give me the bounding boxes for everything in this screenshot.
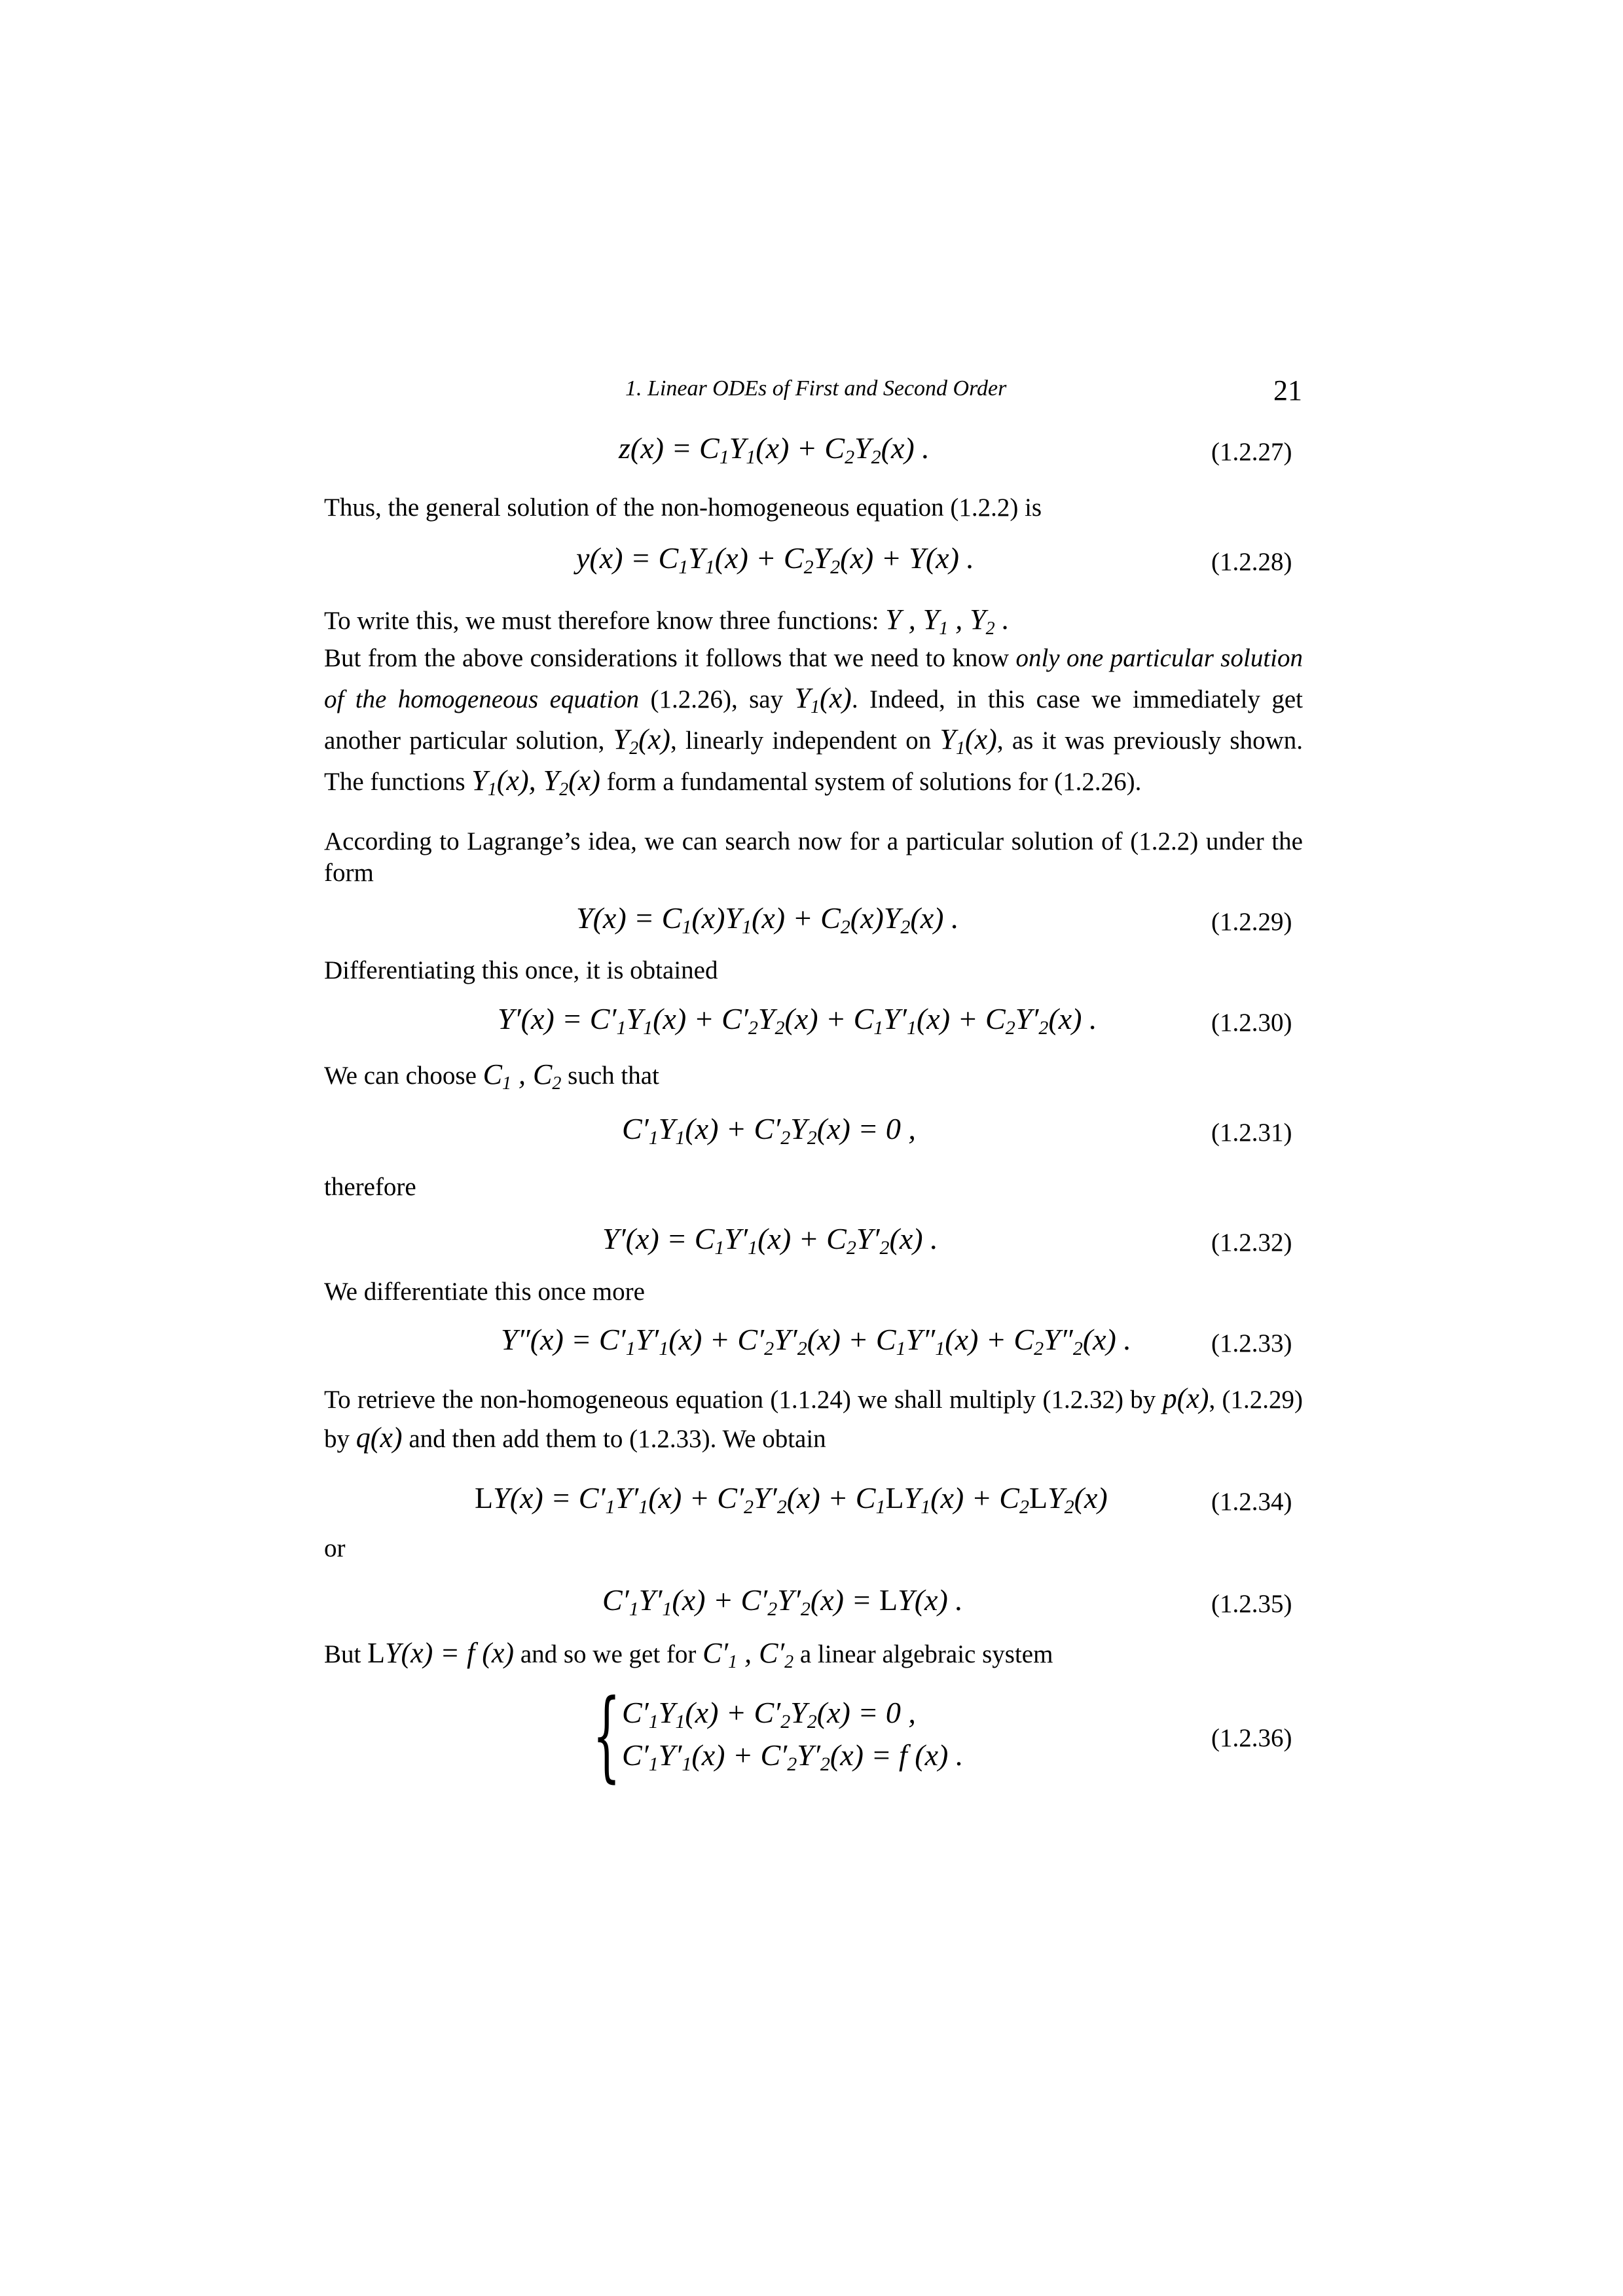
left-brace: {	[593, 1679, 621, 1793]
running-title: 1. Linear ODEs of First and Second Order	[625, 376, 1007, 401]
equation-1-2-36-line-1: $C'_1Y_1(x) + C'_2Y_2(x) = 0$ ,	[622, 1696, 916, 1732]
equation-number: (1.2.33)	[1211, 1329, 1292, 1357]
paragraph: But from the above considerations it follows that we need to know only one particular solution of the homogeneous equation (1.2.26), say $Y_1(x)$. Indeed, in this case we immediately get another particular solution, $Y_2(x)$, linearly independent on $Y_1(x)$, as it was previously shown. The functions $Y_1(x)$, $Y_2(x)$ form a fundamental system of solutions for (1.2.26).	[324, 644, 1303, 800]
equation-number: (1.2.32)	[1211, 1229, 1292, 1257]
paragraph: To write this, we must therefore know three functions: Y , $Y_1$ , $Y_2$ .	[324, 603, 1010, 639]
equation-number: (1.2.28)	[1211, 548, 1292, 576]
equation-1-2-32: $Y'(x) = C_1Y'_1(x) + C_2Y'_2(x)$ .	[602, 1222, 938, 1259]
equation-1-2-28: $y(x) = C_1Y_1(x) + C_2Y_2(x) + Y(x)$ .	[576, 541, 974, 578]
equation-1-2-31: $C'_1Y_1(x) + C'_2Y_2(x) = 0$ ,	[622, 1112, 916, 1149]
equation-1-2-35: $C'_1Y'_1(x) + C'_2Y'_2(x) = LY(x)$ .	[602, 1583, 963, 1620]
equation-1-2-30: $Y'(x) = C'_1Y_1(x) + C'_2Y_2(x) + C_1Y'_1(x) + C_2Y'_2(x)$ .	[498, 1002, 1097, 1039]
equation-1-2-27: $z(x) = C_1Y_1(x) + C_2Y_2(x)$ .	[619, 431, 930, 468]
paragraph: therefore	[324, 1173, 416, 1201]
equation-1-2-29: $Y(x) = C_1(x)Y_1(x) + C_2(x)Y_2(x)$ .	[576, 901, 959, 938]
paragraph: But LY(x) = f (x) and so we get for $C'_1$ , $C'_2$ a linear algebraic system	[324, 1637, 1053, 1672]
equation-number: (1.2.27)	[1211, 438, 1292, 466]
equation-number: (1.2.31)	[1211, 1119, 1292, 1147]
paragraph: To retrieve the non-homogeneous equation (1.1.24) we shall multiply (1.2.32) by p(x), (1.2.29) by q(x) and then add them to (1.2.33). We obtain	[324, 1382, 1303, 1454]
equation-1-2-33: $Y''(x) = C'_1Y'_1(x) + C'_2Y'_2(x) + C_1Y''_1(x) + C_2Y''_2(x)$ .	[501, 1323, 1131, 1359]
equation-number: (1.2.29)	[1211, 908, 1292, 936]
page-number: 21	[1273, 374, 1302, 406]
equation-number: (1.2.35)	[1211, 1590, 1292, 1618]
paragraph: According to Lagrange’s idea, we can search now for a particular solution of (1.2.2) under the form	[324, 827, 1303, 887]
paragraph: Differentiating this once, it is obtained	[324, 956, 718, 984]
equation-number: (1.2.34)	[1211, 1488, 1292, 1516]
equation-1-2-34: $LY(x) = C'_1Y'_1(x) + C'_2Y'_2(x) + C_1LY_1(x) + C_2LY_2(x)$	[475, 1481, 1108, 1518]
paragraph: or	[324, 1534, 346, 1562]
equation-1-2-36-line-2: $C'_1Y'_1(x) + C'_2Y'_2(x) = f$ (x) .	[622, 1738, 964, 1775]
paragraph: Thus, the general solution of the non-homogeneous equation (1.2.2) is	[324, 493, 1042, 522]
paragraph: We can choose $C_1$ , $C_2$ such that	[324, 1058, 659, 1094]
equation-number: (1.2.30)	[1211, 1009, 1292, 1037]
equation-number: (1.2.36)	[1211, 1724, 1292, 1752]
paragraph: We differentiate this once more	[324, 1278, 645, 1306]
